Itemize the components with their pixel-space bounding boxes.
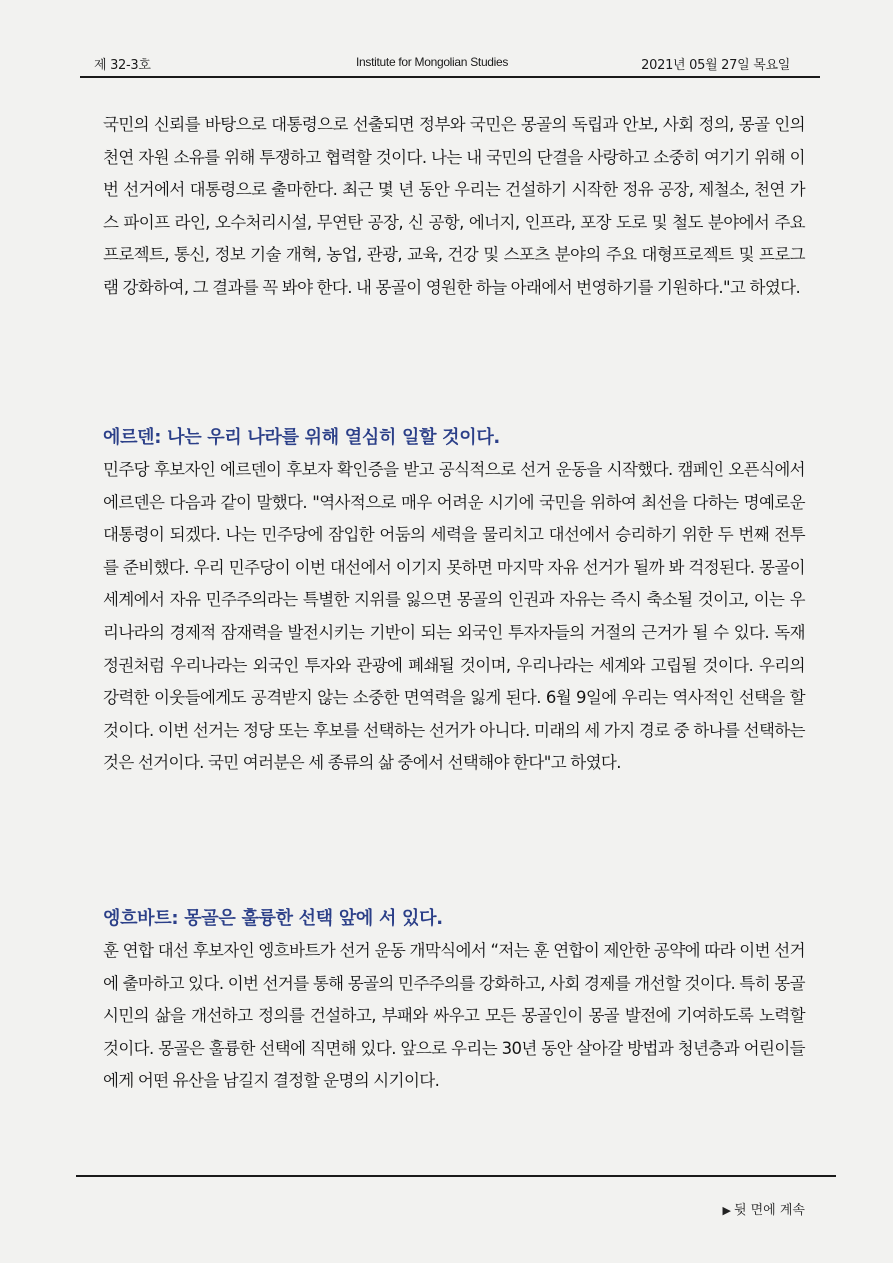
enkhbat-section [103,903,805,1098]
footer-divider [76,1175,836,1177]
institute-name: Institute for Mongolian Studies [356,55,509,69]
continue-text: 뒷 면에 계속 [733,1203,805,1218]
continue-notice [722,1199,805,1218]
erdene-heading: 에르덴: 나는 우리 나라를 위해 열심히 일할 것이다. [103,427,500,448]
issue-date: 2021년 05월 27일 목요일 [641,58,790,73]
page-header [80,50,820,78]
enkhbat-paragraph: 훈 연합 대선 후보자인 엥흐바트가 선거 운동 개막식에서 “저는 훈 연합이 제안한 공약에 따라 이번 선거에 출마하고 있다. 이번 선거를 통해 몽골의 민주주의를 강화하고, 사회 경제를 개선할 것이다. 특히 몽골 시민의 삶을 개선하고 정의를 건설하고, 부패와 싸우고 모든 몽골인이 몽골 발전에 기여하도록 노력할 것이다. 몽골은 훌륭한 선택에 직면해 있다. 앞으로 우리는 30년 동안 살아갈 방법과 청년층과 어린이들에게 어떤 유산을 남길지 결정할 운명의 시기이다. [103,941,805,1091]
enkhbat-heading: 엥흐바트: 몽골은 훌륭한 선택 앞에 서 있다. [103,908,443,929]
issue-number: 제 32-3호 [94,58,151,73]
play-triangle-icon: ▶ [722,1204,731,1217]
erdene-section [103,422,805,780]
intro-section [103,109,805,305]
erdene-paragraph: 민주당 후보자인 에르덴이 후보자 확인증을 받고 공식적으로 선거 운동을 시작했다. 캠페인 오픈식에서 에르덴은 다음과 같이 말했다. "역사적으로 매우 어려운 시기에 국민을 위하여 최선을 다하는 명예로운 대통령이 되겠다. 나는 민주당에 잠입한 어둠의 세력을 물리치고 대선에서 승리하기 위한 두 번째 전투를 준비했다. 우리 민주당이 이번 대선에서 이기지 못하면 마지막 자유 선거가 될까 봐 걱정된다. 몽골이 세계에서 자유 민주주의라는 특별한 지위를 잃으면 몽골의 인권과 자유는 즉시 축소될 것이고, 이는 우리나라의 경제적 잠재력을 발전시키는 기반이 되는 외국인 투자자들의 거절의 근거가 될 수 있다. 독재 정권처럼 우리나라는 외국인 투자와 관광에 폐쇄될 것이며, 우리나라는 세계와 고립될 것이다. 우리의 강력한 이웃들에게도 공격받지 않는 소중한 면역력을 잃게 된다. 6월 9일에 우리는 역사적인 선택을 할 것이다. 이번 선거는 정당 또는 후보를 선택하는 선거가 아니다. 미래의 세 가지 경로 중 하나를 선택하는 것은 선거이다. 국민 여러분은 세 종류의 삶 중에서 선택해야 한다"고 하였다. [103,460,805,773]
intro-paragraph: 국민의 신뢰를 바탕으로 대통령으로 선출되면 정부와 국민은 몽골의 독립과 안보, 사회 정의, 몽골 인의 천연 자원 소유를 위해 투쟁하고 협력할 것이다. 나는 내 국민의 단결을 사랑하고 소중히 여기기 위해 이번 선거에서 대통령으로 출마한다. 최근 몇 년 동안 우리는 건설하기 시작한 정유 공장, 제철소, 천연 가스 파이프 라인, 오수처리시설, 무연탄 공장, 신 공항, 에너지, 인프라, 포장 도로 및 철도 분야에서 주요 프로젝트, 통신, 정보 기술 개혁, 농업, 관광, 교육, 건강 및 스포츠 분야의 주요 대형프로젝트 및 프로그램 강화하여, 그 결과를 꼭 봐야 한다. 내 몽골이 영원한 하늘 아래에서 번영하기를 기원하다."고 하였다. [103,115,805,297]
